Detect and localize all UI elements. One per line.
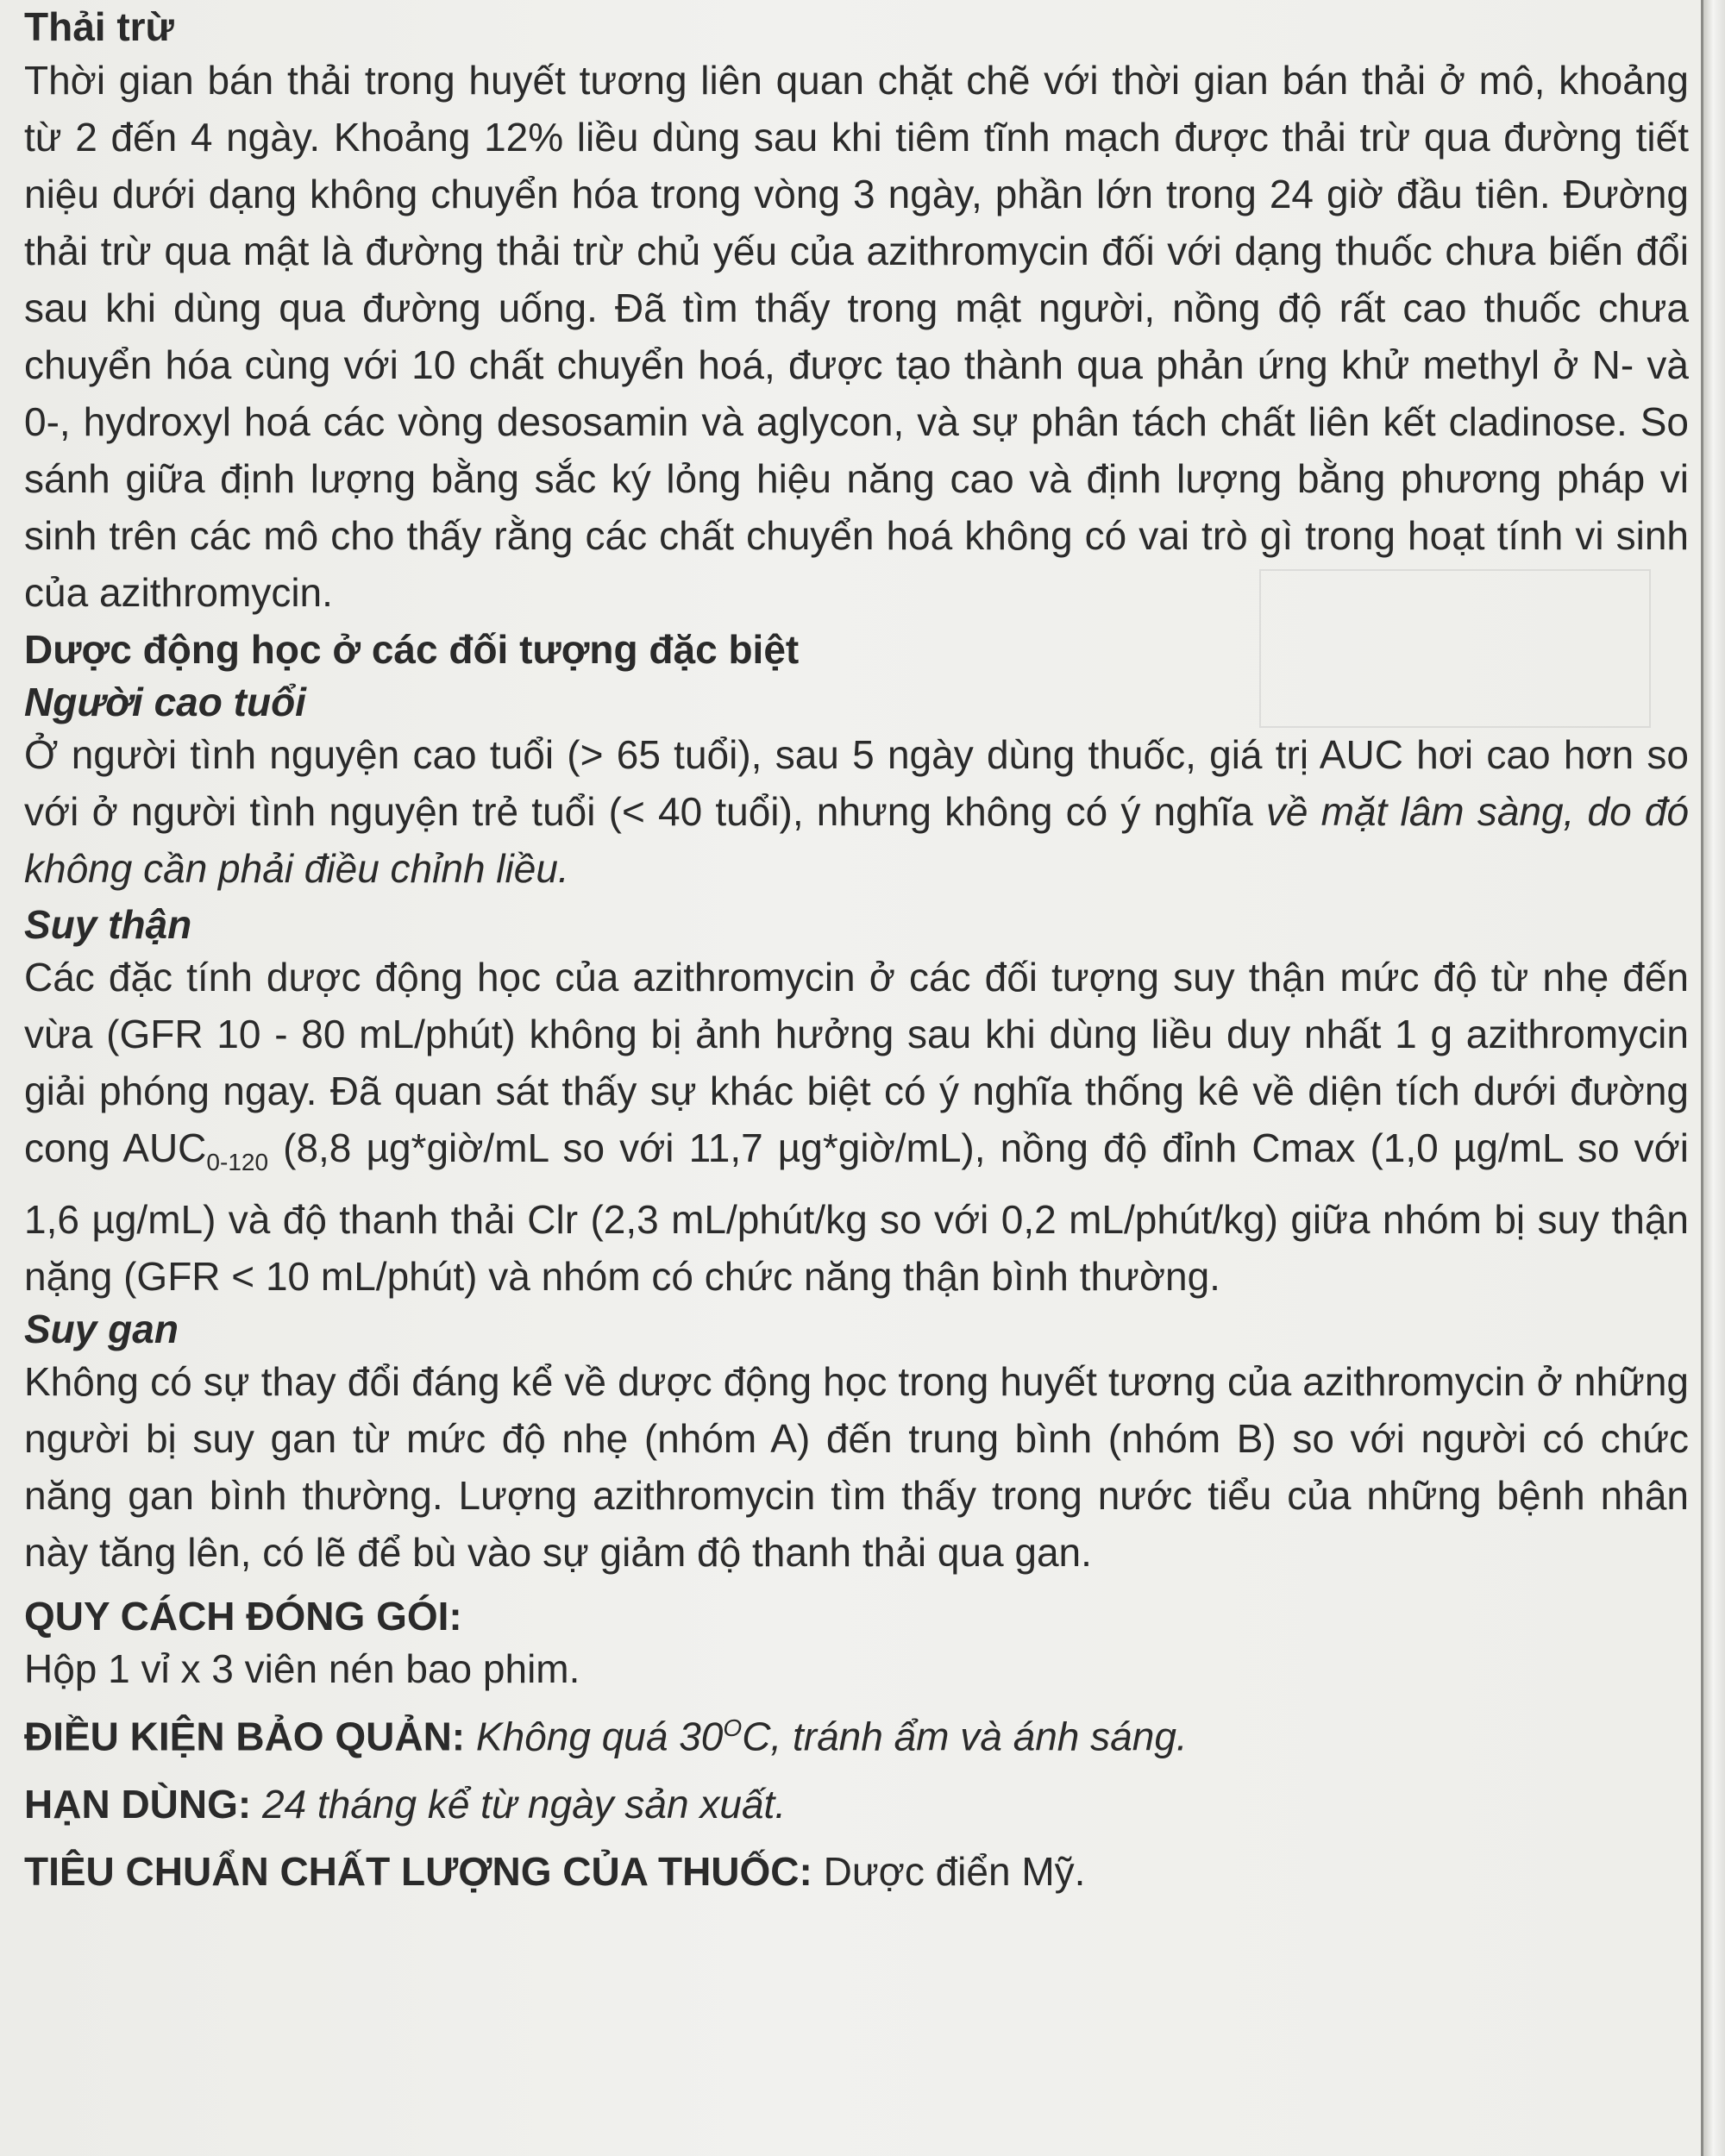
elderly-paragraph-main: Ở người tình nguyện cao tuổi (> 65 tuổi), sau 5 ngày dùng thuốc, giá trị AUC hơi cao hơn so với ở người tình nguyện trẻ tuổi (< 40 tuổi), nhưng không có ý nghĩa xyxy=(24,732,1689,834)
packaging-value: Hộp 1 vỉ x 3 viên nén bao phim. xyxy=(24,1646,580,1692)
elimination-paragraph: Thời gian bán thải trong huyết tương liên quan chặt chẽ với thời gian bán thải ở mô, khoảng từ 2 đến 4 ngày. Khoảng 12% liều dùng sau khi tiêm tĩnh mạch được thải trừ qua đường tiết niệu dưới dạng không chuyển hóa trong vòng 3 ngày, phần lớn trong 24 giờ đầu tiên. Đường thải trừ qua mật là đường thải trừ chủ yếu của azithromycin đối với dạng thuốc chưa biến đổi sau khi dùng qua đường uống. Đã tìm thấy trong mật người, nồng độ rất cao thuốc chưa chuyển hóa cùng với 10 chất chuyển hoá, được tạo thành qua phản ứng khử methyl ở N- và 0-, hydroxyl hoá các vòng desosamin và aglycon, và sự phân tách chất liên kết cladinose. So sánh giữa định lượng bằng sắc ký lỏng hiệu năng cao và định lượng bằng phương pháp vi sinh trên các mô cho thấy rằng các chất chuyển hoá không có vai trò gì trong hoạt tính vi sinh của azithromycin. xyxy=(24,58,1689,615)
storage-label: ĐIỀU KIỆN BẢO QUẢN: xyxy=(24,1714,466,1759)
degree-superscript: O xyxy=(723,1714,743,1742)
packaging-heading: QUY CÁCH ĐÓNG GÓI: xyxy=(24,1594,462,1639)
elderly-paragraph-italic: về mặt lâm sàng, do đó không cần phải điều chỉnh liều. xyxy=(24,789,1690,891)
quality-standard-line xyxy=(24,1838,1689,1905)
shelf-life-label: HẠN DÙNG: xyxy=(24,1781,252,1827)
storage-line xyxy=(24,1695,1689,1770)
shelf-life-line xyxy=(24,1771,1689,1838)
shelf-life-value: 24 tháng kể từ ngày sản xuất. xyxy=(251,1781,787,1827)
renal-subheading: Suy thận xyxy=(24,902,192,947)
renal-paragraph xyxy=(24,949,1689,1305)
special-populations-section xyxy=(24,621,1689,1581)
product-info-section xyxy=(24,1583,1689,1904)
storage-value-part1: Không quá 30 xyxy=(465,1714,724,1759)
special-populations-heading: Dược động học ở các đối tượng đặc biệt xyxy=(24,627,800,672)
storage-value-part2: C, tránh ẩm và ánh sáng. xyxy=(742,1714,1188,1759)
auc-subscript: 0-120 xyxy=(206,1149,269,1176)
renal-paragraph-part2: (8,8 µg*giờ/mL so với 11,7 µg*giờ/mL), nồng độ đỉnh Cmax (1,0 µg/mL so với 1,6 µg/mL) và độ thanh thải Clr (2,3 mL/phút/kg so với 0,2 mL/phút/kg) giữa nhóm bị suy thận nặng (GFR < 10 mL/phút) và nhóm có chức năng thận bình thường. xyxy=(24,1125,1689,1300)
page-edge xyxy=(1701,0,1725,2156)
elderly-subheading: Người cao tuổi xyxy=(24,680,306,724)
renal-paragraph-part1: Các đặc tính dược động học của azithromycin ở các đối tượng suy thận mức độ từ nhẹ đến vừa (GFR 10 - 80 mL/phút) không bị ảnh hưởng sau khi dùng liều duy nhất 1 g azithromycin giải phóng ngay. Đã quan sát thấy sự khác biệt có ý nghĩa thống kê về diện tích dưới đường cong AUC xyxy=(24,955,1689,1170)
quality-standard-value: Dược điển Mỹ. xyxy=(812,1848,1086,1894)
elderly-paragraph xyxy=(24,726,1689,897)
quality-standard-label: TIÊU CHUẨN CHẤT LƯỢNG CỦA THUỐC: xyxy=(24,1848,812,1894)
leaflet-content xyxy=(24,0,1689,1905)
elimination-section xyxy=(24,2,1689,621)
hepatic-paragraph: Không có sự thay đổi đáng kể về dược động học trong huyết tương của azithromycin ở những người bị suy gan từ mức độ nhẹ (nhóm A) đến trung bình (nhóm B) so với người có chức năng gan bình thường. Lượng azithromycin tìm thấy trong nước tiểu của những bệnh nhân này tăng lên, có lẽ để bù vào sự giảm độ thanh thải qua gan. xyxy=(24,1359,1689,1576)
elimination-heading: Thải trừ xyxy=(24,4,174,49)
hepatic-subheading: Suy gan xyxy=(24,1307,179,1352)
